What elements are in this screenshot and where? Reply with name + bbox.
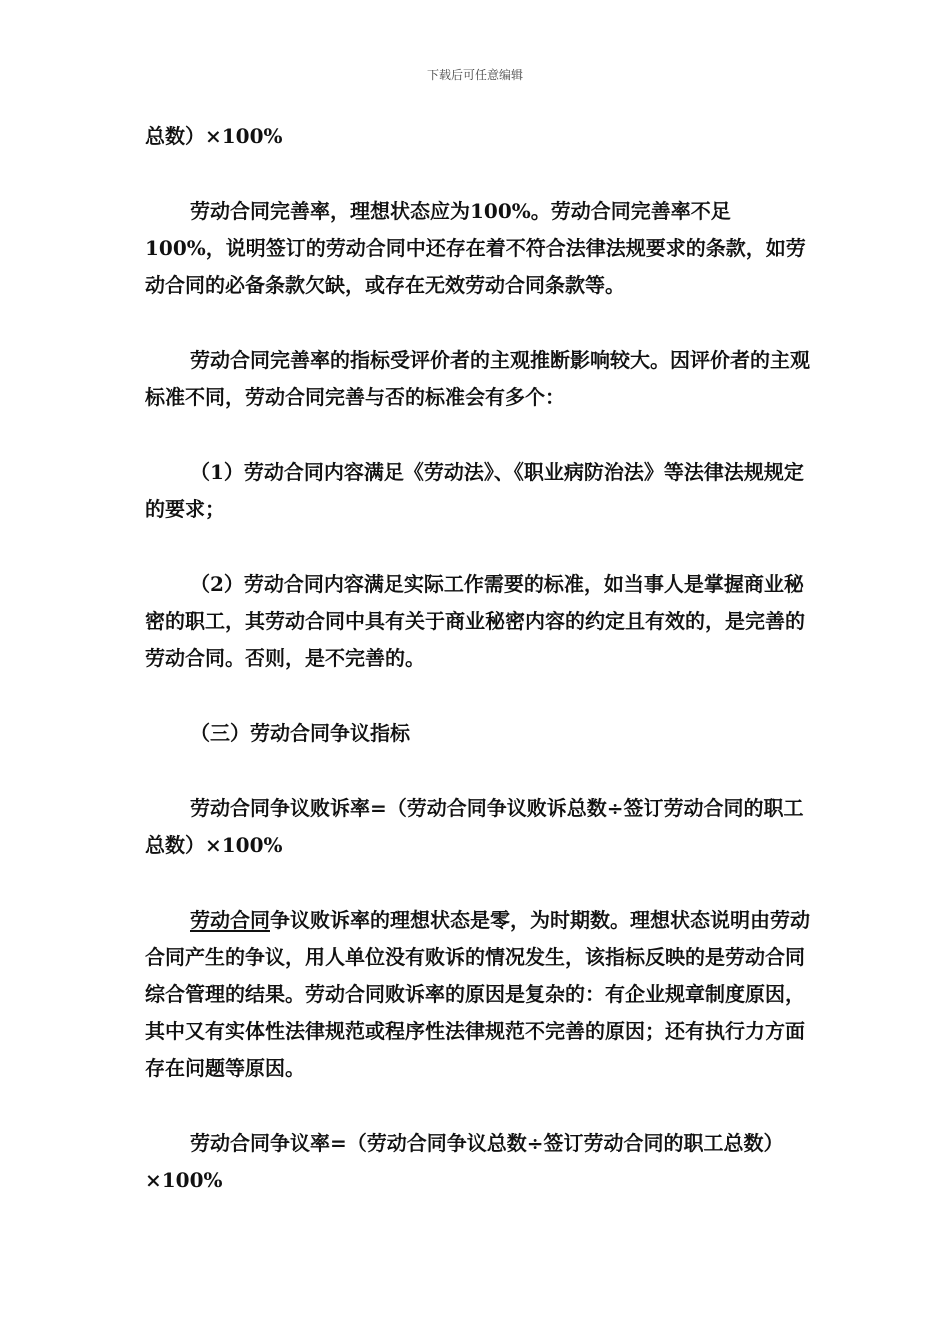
paragraph-7: 劳动合同争议败诉率=（劳动合同争议败诉总数÷签订劳动合同的职工总数）×100% [145,796,804,857]
underlined-link[interactable]: 劳动合同 [190,908,270,932]
paragraph-9: 劳动合同争议率=（劳动合同争议总数÷签订劳动合同的职工总数）×100% [145,1131,784,1192]
document-body [145,118,810,1237]
paragraph-8 [145,902,810,1087]
paragraph-1: 总数）×100% [145,124,283,148]
section-heading: （三）劳动合同争议指标 [190,721,410,745]
paragraph-4: （1）劳动合同内容满足《劳动法》、《职业病防治法》等法律法规规定的要求； [145,460,804,521]
paragraph-3: 劳动合同完善率的指标受评价者的主观推断影响较大。因评价者的主观标准不同，劳动合同完善与否的标准会有多个： [145,348,810,409]
paragraph-2: 劳动合同完善率，理想状态应为100%。劳动合同完善率不足100%，说明签订的劳动合同中还存在着不符合法律法规要求的条款，如劳动合同的必备条款欠缺，或存在无效劳动合同条款等。 [145,199,806,297]
header-note: 下载后可任意编辑 [426,68,523,82]
paragraph-8-text: 争议败诉率的理想状态是零，为时期数。理想状态说明由劳动合同产生的争议，用人单位没有败诉的情况发生，该指标反映的是劳动合同综合管理的结果。劳动合同败诉率的原因是复杂的：有企业规章制度原因，其中又有实体性法律规范或程序性法律规范不完善的原因；还有执行力方面存在问题等原因。 [145,908,810,1080]
paragraph-5: （2）劳动合同内容满足实际工作需要的标准，如当事人是掌握商业秘密的职工，其劳动合同中具有关于商业秘密内容的约定且有效的，是完善的劳动合同。否则，是不完善的。 [145,572,805,670]
